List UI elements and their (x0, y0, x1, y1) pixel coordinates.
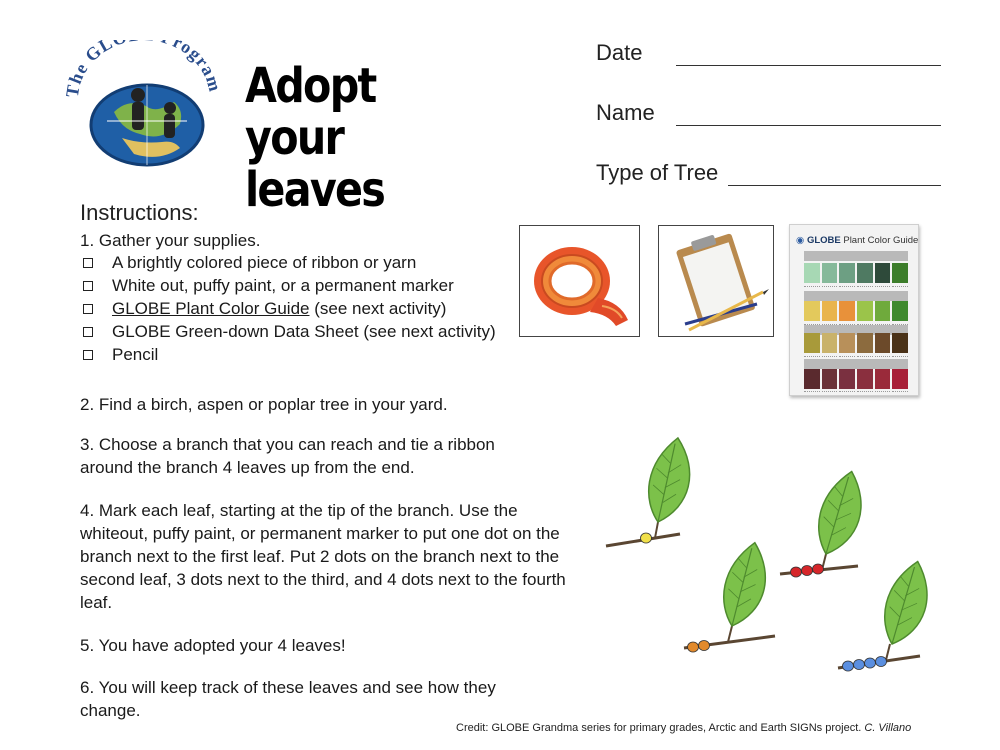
color-swatch (875, 263, 891, 283)
color-swatch-row (804, 263, 908, 283)
color-swatch-row (804, 301, 908, 321)
date-label: Date (596, 40, 643, 65)
color-swatch (839, 263, 855, 283)
credit-author: C. Villano (864, 722, 912, 734)
marker-dot (641, 533, 652, 543)
color-guide-title (796, 235, 918, 246)
title-line-2: leaves (245, 162, 385, 218)
color-swatch (892, 263, 908, 283)
checkbox-icon[interactable] (83, 350, 93, 360)
plant-color-guide-image (789, 224, 919, 396)
color-swatch-codes (804, 283, 908, 291)
title-line-1: Adopt your (245, 58, 376, 166)
ribbon-image (519, 225, 640, 337)
color-swatch (892, 333, 908, 353)
color-swatch (875, 369, 891, 389)
supply-item (80, 343, 496, 366)
name-label: Name (596, 100, 655, 125)
color-swatch (839, 333, 855, 353)
leaf-3 (780, 467, 869, 577)
color-swatch (822, 301, 838, 321)
supply-text: GLOBE Green-down Data Sheet (see next activity) (112, 322, 496, 341)
marker-dot (791, 567, 802, 577)
supply-text: (see next activity) (309, 299, 447, 318)
step-3: 3. Choose a branch that you can reach and tie a ribbon around the branch 4 leaves up from the end. (80, 435, 495, 477)
date-field[interactable] (596, 40, 946, 70)
marked-leaves-illustration (600, 430, 940, 680)
color-guide-band (804, 251, 908, 261)
checkbox-icon[interactable] (83, 327, 93, 337)
step-4: 4. Mark each leaf, starting at the tip of the branch. Use the whiteout, puffy paint, or permanent marker to put one dot on the branch next to the first leaf. Put 2 dots on the branch next to the second leaf, 3 dots next to the third, and 4 dots next to the fourth leaf. (80, 501, 566, 612)
marker-dot (854, 660, 865, 670)
color-swatch (875, 333, 891, 353)
color-swatch (804, 369, 820, 389)
supply-text: White out, puffy paint, or a permanent marker (112, 276, 454, 295)
date-blank-line[interactable] (676, 65, 941, 66)
color-swatch (892, 369, 908, 389)
marker-dot (688, 642, 699, 652)
tree-type-field[interactable] (596, 160, 946, 190)
color-guide-brand: GLOBE (806, 235, 841, 246)
supplies-checklist (80, 251, 496, 366)
color-swatch (857, 333, 873, 353)
name-field[interactable] (596, 100, 946, 130)
name-blank-line[interactable] (676, 125, 941, 126)
color-guide-band (804, 291, 908, 301)
color-swatch (804, 301, 820, 321)
color-guide-label: Plant Color Guide (843, 235, 919, 246)
color-swatch (857, 369, 873, 389)
color-swatch-codes (804, 388, 908, 396)
page-title (245, 60, 469, 216)
supply-item (80, 274, 496, 297)
leaf-4 (838, 557, 935, 671)
color-swatch (822, 369, 838, 389)
step-2: 2. Find a birch, aspen or poplar tree in your yard. (80, 395, 448, 414)
globe-icon: ◉ (796, 235, 805, 246)
marker-dot (865, 658, 876, 668)
step-1: 1. Gather your supplies. (80, 231, 261, 250)
instructions-heading: Instructions: (80, 200, 199, 225)
clipboard-image (658, 225, 774, 337)
supply-text: A brightly colored piece of ribbon or yarn (112, 253, 417, 272)
step-5: 5. You have adopted your 4 leaves! (80, 636, 346, 655)
marker-dot (813, 564, 824, 574)
checkbox-icon[interactable] (83, 304, 93, 314)
marker-dot (699, 641, 710, 651)
color-guide-band (804, 359, 908, 369)
leaf-1 (606, 435, 695, 546)
color-swatch (822, 263, 838, 283)
credit-text: Credit: GLOBE Grandma series for primary grades, Arctic and Earth SIGNs project. (456, 722, 865, 734)
supply-text: Pencil (112, 345, 159, 364)
color-swatch (804, 333, 820, 353)
color-swatch (875, 301, 891, 321)
plant-color-guide-link[interactable]: GLOBE Plant Color Guide (112, 299, 310, 318)
color-swatch (857, 301, 873, 321)
checkbox-icon[interactable] (83, 258, 93, 268)
color-swatch (839, 301, 855, 321)
color-swatch (892, 301, 908, 321)
credit-line (456, 722, 911, 734)
color-swatch-row (804, 369, 908, 389)
supply-item (80, 251, 496, 274)
checkbox-icon[interactable] (83, 281, 93, 291)
tree-type-label: Type of Tree (596, 160, 719, 185)
leaf-2 (684, 539, 775, 652)
color-swatch (857, 263, 873, 283)
color-swatch-row (804, 333, 908, 353)
marker-dot (876, 657, 887, 667)
supply-item (80, 297, 496, 320)
step-6: 6. You will keep track of these leaves and see how they change. (80, 678, 496, 720)
marker-dot (843, 661, 854, 671)
color-swatch (804, 263, 820, 283)
color-swatch (839, 369, 855, 389)
tree-type-blank-line[interactable] (728, 185, 941, 186)
marker-dot (802, 566, 813, 576)
supply-item (80, 320, 496, 343)
svg-text:The GLOBE Program: The GL rogram (62, 40, 226, 99)
globe-program-logo (62, 40, 228, 170)
color-swatch (822, 333, 838, 353)
